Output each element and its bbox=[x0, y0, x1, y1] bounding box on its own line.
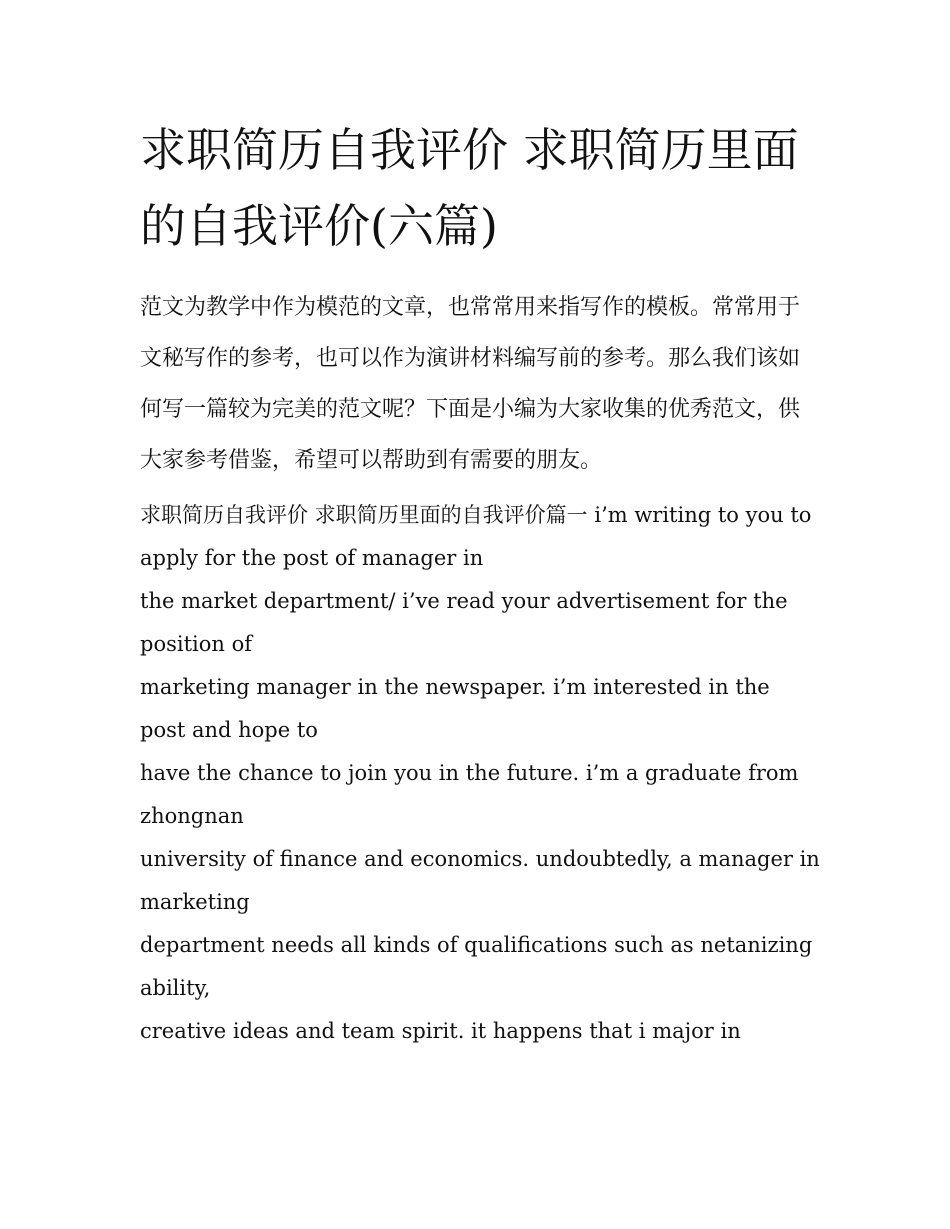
document-page bbox=[140, 112, 820, 1053]
body-line: department needs all kinds of qualifications such as netanizing ability, bbox=[140, 933, 813, 1000]
body-line: creative ideas and team spirit. it happens that i major in bbox=[140, 1019, 741, 1043]
body-line: marketing manager in the newspaper. i’m interested in the post and hope to bbox=[140, 675, 770, 742]
intro-paragraph: 范文为教学中作为模范的文章，也常常用来指写作的模板。常常用于文秘写作的参考，也可以作为演讲材料编写前的参考。那么我们该如何写一篇较为完美的范文呢？下面是小编为大家收集的优秀范文，供大家参考借鉴，希望可以帮助到有需要的朋友。 bbox=[140, 295, 801, 473]
document-title: 求职简历自我评价 求职简历里面的自我评价(六篇) bbox=[140, 123, 799, 253]
body-paragraph bbox=[140, 494, 820, 1053]
body-line: have the chance to join you in the future. i’m a graduate from zhongnan bbox=[140, 761, 799, 828]
body-line: the market department/ i’ve read your advertisement for the position of bbox=[140, 589, 788, 656]
body-line: 求职简历自我评价 求职简历里面的自我评价篇一 i’m writing to you to apply for the post of manager in bbox=[140, 503, 812, 570]
body-line: university of finance and economics. undoubtedly, a manager in marketing bbox=[140, 847, 820, 914]
